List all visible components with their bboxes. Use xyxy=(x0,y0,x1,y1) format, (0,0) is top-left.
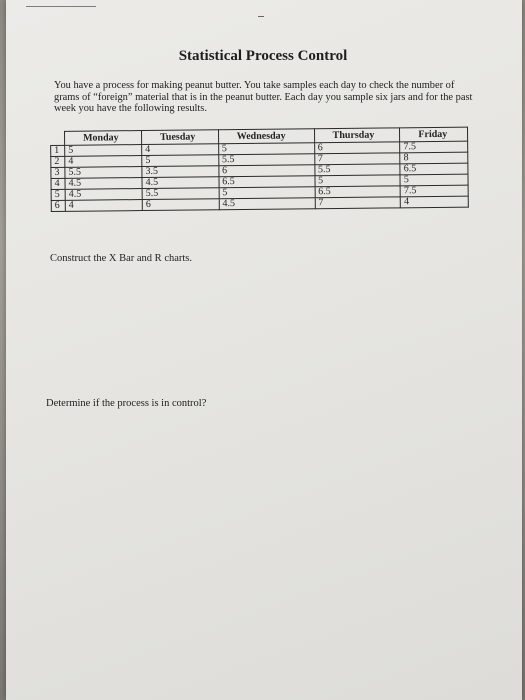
table-cell: 5.5 xyxy=(314,164,400,176)
row-index: 5 xyxy=(51,189,65,200)
row-index: 1 xyxy=(51,145,65,156)
header-thursday: Thursday xyxy=(314,128,400,143)
table-cell: 4 xyxy=(142,144,219,156)
header-index-cell xyxy=(51,131,65,145)
header-wednesday: Wednesday xyxy=(218,129,314,144)
paper-edge-line xyxy=(26,6,96,7)
table-cell: 6 xyxy=(142,199,219,211)
table-cell: 6.5 xyxy=(315,186,401,198)
table-cell: 4.5 xyxy=(65,178,142,190)
paper-sheet xyxy=(6,0,522,700)
header-monday: Monday xyxy=(65,131,142,146)
question-charts: Construct the X Bar and R charts. xyxy=(50,253,193,264)
intro-paragraph: You have a process for making peanut butter. You take samples each day to check the number of grams of “foreign” material that is in the peanut butter. Each day you sample six jars and for the past week you have the following results. xyxy=(54,80,473,114)
table-cell: 5.5 xyxy=(218,154,314,166)
header-friday: Friday xyxy=(400,127,468,142)
table-body xyxy=(51,141,469,211)
table-cell: 8 xyxy=(400,152,468,164)
table-cell: 5 xyxy=(219,187,315,199)
table-cell: 5.5 xyxy=(65,167,142,179)
row-index: 2 xyxy=(51,156,65,167)
table-cell: 5 xyxy=(315,175,401,187)
table-cell: 4 xyxy=(401,196,469,208)
row-index: 4 xyxy=(51,178,65,189)
table-cell: 6 xyxy=(314,142,400,154)
table-cell: 7 xyxy=(315,197,401,209)
table-cell: 5 xyxy=(65,145,142,157)
document-title: Statistical Process Control xyxy=(178,48,348,64)
table-cell: 5 xyxy=(400,174,468,186)
row-index: 3 xyxy=(51,167,65,178)
pencil-mark xyxy=(258,16,264,17)
table-cell: 4.5 xyxy=(65,189,142,201)
table-cell: 6.5 xyxy=(219,176,315,188)
table-cell: 3.5 xyxy=(142,166,219,178)
table-cell: 4.5 xyxy=(219,198,315,210)
table-cell: 5.5 xyxy=(142,188,219,200)
table-cell: 4 xyxy=(65,156,142,168)
header-tuesday: Tuesday xyxy=(142,130,219,145)
table-cell: 4 xyxy=(65,200,142,212)
table-cell: 7 xyxy=(314,153,400,165)
table-cell: 6.5 xyxy=(400,163,468,175)
table-cell: 7.5 xyxy=(400,185,468,197)
row-index: 6 xyxy=(51,200,65,211)
question-control: Determine if the process is in control? xyxy=(46,398,207,409)
table-cell: 6 xyxy=(219,165,315,177)
table-cell: 5 xyxy=(142,155,219,167)
table-cell: 7.5 xyxy=(400,141,468,153)
table-cell: 4.5 xyxy=(142,177,219,189)
results-table xyxy=(50,127,469,212)
table-cell: 5 xyxy=(218,143,314,155)
